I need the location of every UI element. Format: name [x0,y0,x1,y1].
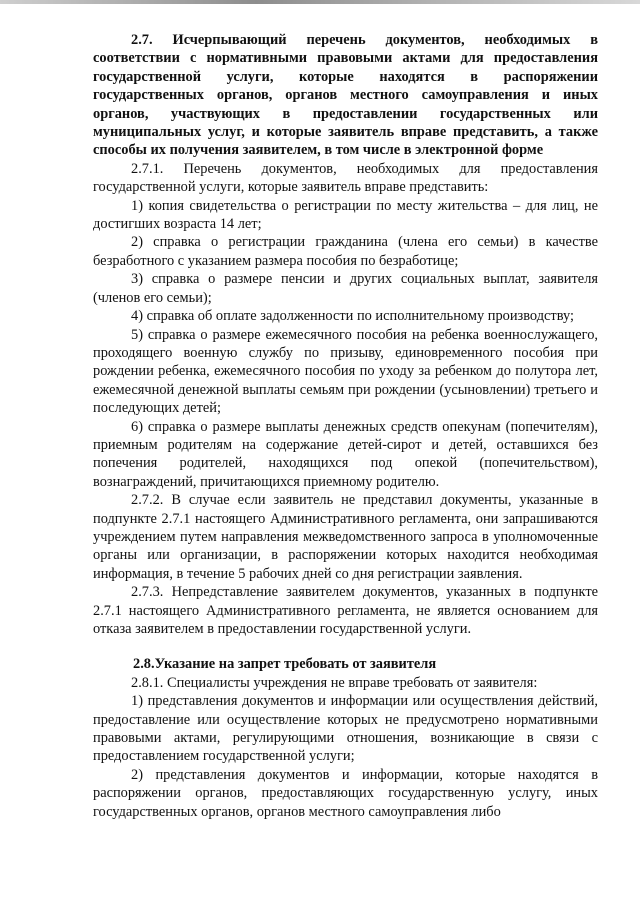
paragraph-2-8-1: 2.8.1. Специалисты учреждения не вправе требовать от заявителя: [131,674,538,691]
section-2-7-heading: 2.7. Исчерпывающий перечень документов, необходимых в соответствии с нормативными правовыми актами для предоставления государственной услуги, которые находятся в распоряжении государственных органов, органов местного самоуправления и иных органов, участвующих в предоставлении государственных или муниципальных услуг, и которые заявитель вправе представить, а также способы их получения заявителем, в том числе в электронной форме [93,32,598,159]
list-item-2-7-1-5: 5) справка о размере ежемесячного пособия на ребенка военнослужащего, проходящего военную службу по призыву, единовременного пособия при рождении ребенка, ежемесячного пособия по уходу за ребенком до полутора лет, ежемесячной денежной выплаты семьям при рождении (усыновлении) третьего и последующих детей; [93,326,598,417]
section-2-8-heading: 2.8.Указание на запрет требовать от заявителя [133,656,437,673]
document-page [93,29,598,821]
list-item-2-7-1-1: 1) копия свидетельства о регистрации по месту жительства – для лиц, не достигших возраста 14 лет; [93,197,598,233]
paragraph-2-7-3: 2.7.3. Непредставление заявителем документов, указанных в подпункте 2.7.1 настоящего Административного регламента, не является основанием для отказа заявителем в предоставлении государственной услуги. [93,584,598,637]
list-item-2-7-1-6: 6) справка о размере выплаты денежных средств опекунам (попечителям), приемным родителям на содержание детей-сирот и детей, оставшихся без попечения родителей, находящихся под опекой (попечительством), вознаграждений, причитающихся приемному родителю. [93,418,598,490]
scan-edge [0,0,640,4]
list-item-2-7-1-2: 2) справка о регистрации гражданина (члена его семьи) в качестве безработного с указанием размера пособия по безработице; [93,234,598,269]
paragraph-2-7-2: 2.7.2. В случае если заявитель не представил документы, указанные в подпункте 2.7.1 настоящего Административного регламента, они запрашиваются учреждением путем направления межведомственного запроса в уполномоченные органы или организации, в распоряжении которых находится необходимая информация, в течение 5 рабочих дней со дня регистрации заявления. [93,492,598,582]
list-item-2-7-1-4: 4) справка об оплате задолженности по исполнительному производству; [131,308,575,325]
list-item-2-7-1-3: 3) справка о размере пенсии и других социальных выплат, заявителя (членов его семьи); [93,271,598,306]
paragraph-2-7-1: 2.7.1. Перечень документов, необходимых для предоставления государственной услуги, которые заявитель вправе представить: [93,160,598,196]
section-spacer [93,638,598,655]
list-item-2-8-1-2: 2) представления документов и информации, которые находятся в распоряжении органов, предоставляющих государственную услугу, иных государственных органов, органов местного самоуправления либо [93,766,598,820]
list-item-2-8-1-1: 1) представления документов и информации или осуществления действий, предоставление или осуществление которых не предусмотрено нормативными правовыми актами, регулирующими отношения, возникающие в связи с предоставлением государственной услуги; [93,693,598,765]
